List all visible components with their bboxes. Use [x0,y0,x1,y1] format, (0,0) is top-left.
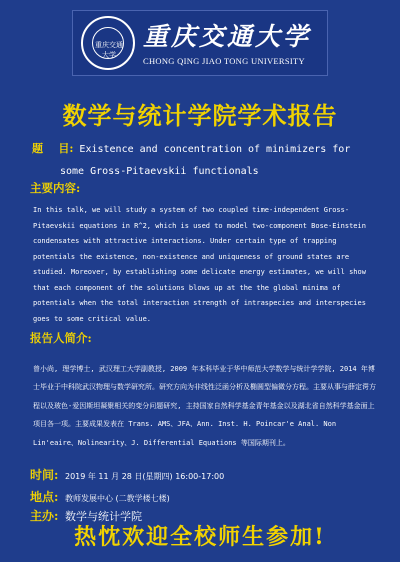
abstract-text: In this talk, we will study a system of two coupled time-independent Gross-Pitaevskii equations in R^2, which is used to model two-component Bose-Einstein condensates with attractive interactions. Under certain type of trapping potentials the existence, non-existence and uniqueness of ground states are studied. Moreover, by establishing some delicate energy estimates, we will show that each component of the solutions blows up at the the global minima of potentials when the total interaction strength of intraspecies and interspecies goes to some critical value. [33,206,366,323]
topic-title-line-1: Existence and concentration of minimizers for [79,144,351,155]
host-value: 数学与统计学院 [64,510,142,523]
university-name-cn: 重庆交通大学 [143,22,312,51]
location-label: 地点: [30,490,59,504]
topic-label: 题 目: [32,142,74,155]
topic-line-1 [32,138,382,161]
abstract-heading: 主要内容: [30,181,81,195]
location-row [30,488,170,505]
seal-text: 重庆交通大学 [95,41,123,59]
poster-title: 数学与统计学院学术报告 [62,101,338,130]
topic-title-line-2: some Gross-Pitaevskii functionals [60,166,259,177]
location-value: 教师发展中心 (二教学楼七楼) [64,494,170,503]
time-value: 2019 年 11 月 28 日(星期四) 16:00-17:00 [64,472,225,481]
university-seal-icon [81,16,135,70]
speaker-bio: 曾小尚, 理学博士, 武汉理工大学副教授, 2009 年本科毕业于华中师范大学数学与统计学学院, 2014 年博士毕业于中科院武汉物理与数学研究所。研究方向为非线性泛函分析及椭圆型偏微分方程。主要从事与薛定谔方程以及玻色-爱因斯坦凝聚相关的变分问题研究, 主持国家自然科学基金青年基金以及湖北省自然科学基金面上项目各一项。主要成果发表在 Trans. AMS、JFA、Ann. Inst. H. Poincar'e Anal. Non Lin'eaire、Nolinearity、J. Differential Equations 等国际期刊上。 [33,365,376,447]
time-label: 时间: [30,468,59,482]
university-name-en: CHONG QING JIAO TONG UNIVERSITY [143,56,305,66]
seal-inner-ring [92,27,124,59]
closing-invitation: 热忱欢迎全校师生参加! [74,524,326,550]
university-logo-banner [72,10,328,76]
time-row [30,466,224,483]
speaker-heading: 报告人简介: [30,331,92,345]
topic-block [32,138,382,183]
host-label: 主办: [30,509,59,523]
